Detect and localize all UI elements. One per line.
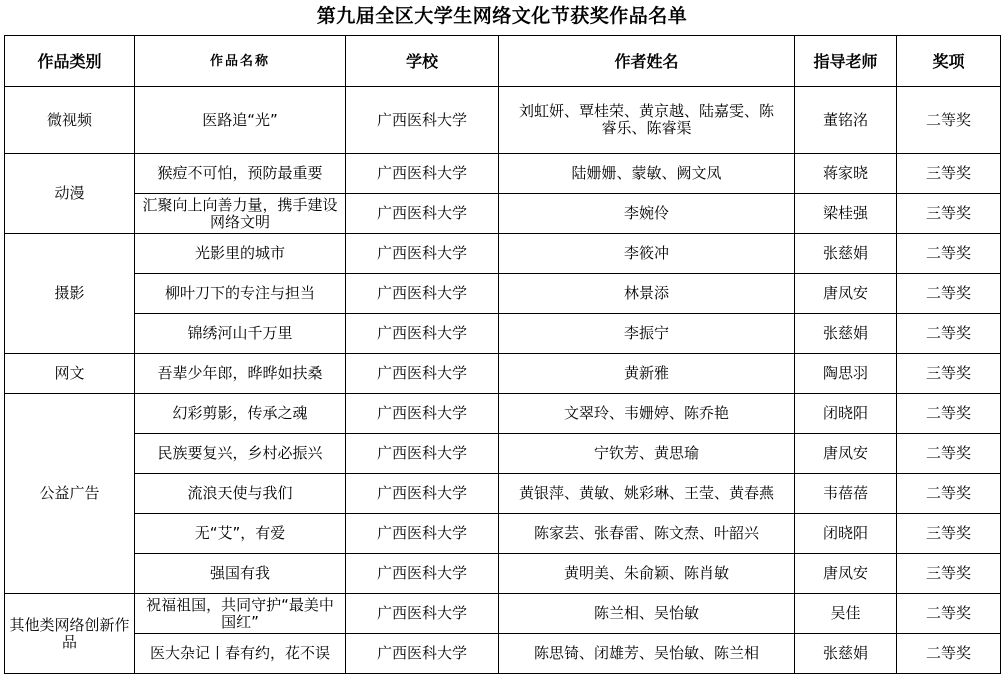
table-row [5,194,1001,234]
advisor-cell: 闭晓阳 [795,394,897,434]
advisor-cell: 蒋家晓 [795,154,897,194]
award-cell: 三等奖 [897,194,1001,234]
table-row [5,274,1001,314]
school-cell: 广西医科大学 [346,87,499,154]
advisor-cell: 张慈娟 [795,634,897,674]
award-cell: 二等奖 [897,474,1001,514]
advisor-cell: 陶思羽 [795,354,897,394]
table-row [5,154,1001,194]
work-name-cell: 强国有我 [135,554,346,594]
table-row [5,87,1001,154]
table-row [5,634,1001,674]
award-cell: 二等奖 [897,394,1001,434]
table-row [5,554,1001,594]
work-name-cell: 医大杂记丨春有约，花不误 [135,634,346,674]
authors-cell: 陈兰相、吴怡敏 [499,594,795,634]
advisor-cell: 梁桂强 [795,194,897,234]
work-name-cell: 无“艾”，有爱 [135,514,346,554]
work-name-cell: 流浪天使与我们 [135,474,346,514]
award-cell: 二等奖 [897,87,1001,154]
page-title: 第九届全区大学生网络文化节获奖作品名单 [316,5,688,27]
advisor-cell: 吴佳 [795,594,897,634]
authors-cell: 李筱冲 [499,234,795,274]
award-cell: 三等奖 [897,554,1001,594]
table-row [5,394,1001,434]
authors-cell: 宁钦芳、黄思瑜 [499,434,795,474]
authors-cell: 刘虹妍、覃桂荣、黄京越、陆嘉雯、陈睿乐、陈睿渠 [499,87,795,154]
school-cell: 广西医科大学 [346,314,499,354]
authors-cell: 林景添 [499,274,795,314]
school-cell: 广西医科大学 [346,634,499,674]
school-cell: 广西医科大学 [346,594,499,634]
work-name-cell: 锦绣河山千万里 [135,314,346,354]
authors-cell: 陈思锜、闭雄芳、吴怡敏、陈兰相 [499,634,795,674]
award-cell: 三等奖 [897,354,1001,394]
header-advisor: 指导老师 [795,36,897,87]
advisor-cell: 唐凤安 [795,554,897,594]
award-cell: 二等奖 [897,274,1001,314]
work-name-cell: 医路追“光” [135,87,346,154]
award-cell: 二等奖 [897,314,1001,354]
table-row [5,514,1001,554]
advisor-cell: 董铭洺 [795,87,897,154]
award-cell: 三等奖 [897,514,1001,554]
category-cell: 其他类网络创新作品 [5,594,135,674]
authors-cell: 黄新雅 [499,354,795,394]
advisor-cell: 唐凤安 [795,434,897,474]
header-category: 作品类别 [5,36,135,87]
table-row [5,434,1001,474]
header-work-name: 作品名称 [135,36,346,87]
school-cell: 广西医科大学 [346,434,499,474]
authors-cell: 黄明美、朱俞颖、陈肖敏 [499,554,795,594]
award-cell: 三等奖 [897,154,1001,194]
school-cell: 广西医科大学 [346,554,499,594]
header-award: 奖项 [897,36,1001,87]
school-cell: 广西医科大学 [346,394,499,434]
advisor-cell: 张慈娟 [795,234,897,274]
school-cell: 广西医科大学 [346,194,499,234]
advisor-cell: 闭晓阳 [795,514,897,554]
category-cell: 动漫 [5,154,135,234]
authors-cell: 陆姗姗、蒙敏、阙文凤 [499,154,795,194]
school-cell: 广西医科大学 [346,234,499,274]
award-cell: 二等奖 [897,594,1001,634]
category-cell: 公益广告 [5,394,135,594]
work-name-cell: 民族要复兴，乡村必振兴 [135,434,346,474]
work-name-cell: 汇聚向上向善力量，携手建设网络文明 [135,194,346,234]
work-name-cell: 光影里的城市 [135,234,346,274]
table-row [5,474,1001,514]
table-row [5,594,1001,634]
table-row [5,314,1001,354]
authors-cell: 黄银萍、黄敏、姚彩琳、王莹、黄春燕 [499,474,795,514]
school-cell: 广西医科大学 [346,154,499,194]
authors-cell: 文翠玲、韦姗婷、陈乔艳 [499,394,795,434]
category-cell: 网文 [5,354,135,394]
award-table [4,35,1001,674]
work-name-cell: 猴痘不可怕，预防最重要 [135,154,346,194]
school-cell: 广西医科大学 [346,474,499,514]
work-name-cell: 吾辈少年郎，晔晔如扶桑 [135,354,346,394]
header-school: 学校 [346,36,499,87]
header-authors: 作者姓名 [499,36,795,87]
authors-cell: 李婉伶 [499,194,795,234]
work-name-cell: 柳叶刀下的专注与担当 [135,274,346,314]
work-name-cell: 幻彩剪影，传承之魂 [135,394,346,434]
table-row [5,234,1001,274]
advisor-cell: 张慈娟 [795,314,897,354]
table-row [5,354,1001,394]
authors-cell: 陈家芸、张春雷、陈文焘、叶韶兴 [499,514,795,554]
category-cell: 摄影 [5,234,135,354]
school-cell: 广西医科大学 [346,354,499,394]
award-cell: 二等奖 [897,234,1001,274]
award-cell: 二等奖 [897,634,1001,674]
advisor-cell: 韦蓓蓓 [795,474,897,514]
category-cell: 微视频 [5,87,135,154]
work-name-cell: 祝福祖国，共同守护“最美中国红” [135,594,346,634]
authors-cell: 李振宁 [499,314,795,354]
school-cell: 广西医科大学 [346,514,499,554]
school-cell: 广西医科大学 [346,274,499,314]
advisor-cell: 唐凤安 [795,274,897,314]
table-header-row [5,36,1001,87]
award-cell: 二等奖 [897,434,1001,474]
